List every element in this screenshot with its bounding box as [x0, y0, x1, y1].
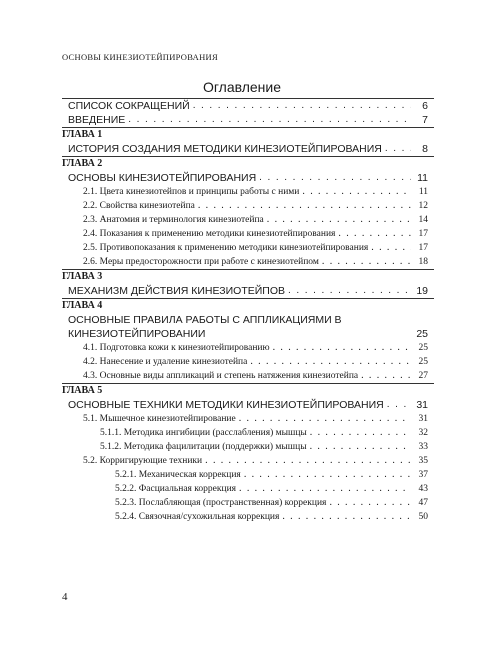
toc-entry-page: 25 [418, 343, 428, 353]
dot-leader [128, 113, 411, 127]
toc-title: Оглавление [202, 79, 282, 95]
toc-entry-page: 19 [416, 285, 428, 297]
toc-entry-title: 2.5. Противопоказания к применению методики кинезиотейпирования [83, 243, 369, 253]
dot-leader [288, 284, 411, 298]
chapter-heading: ГЛАВА 1 [62, 129, 103, 140]
page-number: 4 [62, 591, 68, 603]
dot-leader [267, 213, 411, 227]
toc-entry-page: 37 [418, 470, 428, 480]
toc-entry-page: 11 [417, 172, 428, 184]
toc-entry-page: 31 [416, 399, 428, 411]
toc-entry-title: 2.6. Меры предосторожности при работе с кинезиотейпом [83, 257, 319, 267]
toc-entry-page: 50 [418, 512, 428, 522]
toc-entry[interactable] [62, 142, 428, 156]
chapter-heading: ГЛАВА 3 [62, 271, 103, 282]
chapter-heading: ГЛАВА 5 [62, 385, 103, 396]
toc-entry[interactable] [62, 440, 428, 454]
toc-entry-page: 31 [418, 414, 428, 424]
toc-entry[interactable] [62, 482, 428, 496]
running-head: ОСНОВЫ КИНЕЗИОТЕЙПИРОВАНИЯ [62, 52, 218, 62]
toc-entry[interactable] [62, 454, 428, 468]
dot-leader [387, 398, 411, 412]
toc-entry-title: ОСНОВНЫЕ ТЕХНИКИ МЕТОДИКИ КИНЕЗИОТЕЙПИРОВАНИЯ [68, 399, 384, 411]
toc-entry-title: МЕХАНИЗМ ДЕЙСТВИЯ КИНЕЗИОТЕЙПОВ [68, 285, 286, 297]
toc-entry[interactable] [62, 255, 428, 269]
toc-entry[interactable] [62, 412, 428, 426]
toc-entry-title: ВВЕДЕНИЕ [68, 114, 126, 126]
dot-leader [244, 468, 411, 482]
toc-entry[interactable] [62, 468, 428, 482]
toc-entry-page: 8 [422, 143, 428, 155]
toc-entry-page: 11 [418, 187, 428, 197]
dot-leader [273, 341, 411, 355]
dot-leader [371, 241, 411, 255]
toc-entry-title: СПИСОК СОКРАЩЕНИЙ [68, 100, 190, 112]
dot-leader [239, 482, 411, 496]
toc-entry[interactable] [62, 426, 428, 440]
dot-leader [361, 369, 411, 383]
toc-entry[interactable] [62, 227, 428, 241]
toc-entry-title: 2.3. Анатомия и терминология кинезиотейпа [83, 215, 264, 225]
dot-leader [193, 99, 411, 113]
toc-entry-page: 33 [418, 442, 428, 452]
toc-entry[interactable] [62, 241, 428, 255]
toc-entry-title: 5.2.4. Связочная/сухожильная коррекция [115, 512, 280, 522]
toc-entry-title: 5.2.2. Фасциальная коррекция [115, 484, 237, 494]
dot-leader [205, 454, 411, 468]
dot-leader [329, 496, 411, 510]
toc-entry[interactable] [62, 355, 428, 369]
toc-entry-title: 4.2. Нанесение и удаление кинезиотейпа [83, 357, 248, 367]
toc-entry-page: 25 [416, 328, 428, 340]
toc-entry-page: 43 [418, 484, 428, 494]
toc-entry-page: 25 [418, 357, 428, 367]
toc-entry-title: 5.2.3. Послабляющая (пространственная) коррекция [115, 498, 327, 508]
toc-entry-page: 27 [418, 371, 428, 381]
dot-leader [385, 142, 411, 156]
toc-entry[interactable] [62, 284, 428, 298]
chapter-heading: ГЛАВА 2 [62, 158, 103, 169]
dot-leader [198, 199, 411, 213]
toc-entry-title: 2.1. Цвета кинезиотейпов и принципы работы с ними [83, 187, 300, 197]
toc-entry-title: ИСТОРИЯ СОЗДАНИЯ МЕТОДИКИ КИНЕЗИОТЕЙПИРОВАНИЯ [68, 143, 382, 155]
toc-entry-page: 35 [418, 456, 428, 466]
table-of-contents [62, 98, 434, 524]
toc-entry[interactable] [62, 496, 428, 510]
toc-entry-title: 5.2. Корригирующие техники [83, 456, 203, 466]
toc-entry[interactable] [62, 185, 428, 199]
dot-leader [310, 440, 411, 454]
toc-entry-title: ОСНОВЫ КИНЕЗИОТЕЙПИРОВАНИЯ [68, 172, 257, 184]
dot-leader [239, 412, 411, 426]
toc-entry[interactable] [62, 341, 428, 355]
toc-entry-title: 5.2.1. Механическая коррекция [115, 470, 241, 480]
toc-entry-page: 17 [418, 229, 428, 239]
toc-entry-title: 5.1.2. Методика фацилитации (поддержки) мышцы [100, 442, 307, 452]
toc-entry-page: 14 [418, 215, 428, 225]
chapter-heading: ГЛАВА 4 [62, 300, 103, 311]
toc-entry-page: 12 [418, 201, 428, 211]
toc-entry[interactable] [62, 213, 428, 227]
toc-entry-page: 32 [418, 428, 428, 438]
toc-entry[interactable] [62, 398, 428, 412]
toc-entry[interactable] [62, 99, 428, 113]
dot-leader [338, 227, 411, 241]
dot-leader [259, 171, 411, 185]
toc-entry-page: 6 [422, 100, 428, 112]
toc-entry-page: 18 [418, 257, 428, 267]
toc-entry-title: ОСНОВНЫЕ ПРАВИЛА РАБОТЫ С АППЛИКАЦИЯМИ В КИНЕЗИОТЕЙПИРОВАНИИ [68, 314, 342, 340]
toc-entry-title: 5.1. Мышечное кинезиотейпирование [83, 414, 236, 424]
toc-entry-title: 5.1.1. Методика ингибиции (расслабления) мышцы [100, 428, 307, 438]
toc-entry-title: 4.3. Основные виды аппликаций и степень натяжения кинезиотейпа [83, 371, 359, 381]
dot-leader [322, 255, 411, 269]
toc-entry[interactable] [62, 113, 428, 127]
toc-entry[interactable] [62, 171, 428, 185]
toc-entry[interactable] [62, 199, 428, 213]
toc-entry-title: 2.2. Свойства кинезиотейпа [83, 201, 195, 211]
dot-leader [302, 185, 411, 199]
dot-leader [250, 355, 411, 369]
toc-entry[interactable] [62, 510, 428, 524]
dot-leader [310, 426, 411, 440]
toc-entry-title: 4.1. Подготовка кожи к кинезиотейпированию [83, 343, 270, 353]
toc-entry-page: 47 [418, 498, 428, 508]
toc-entry[interactable] [62, 313, 428, 341]
toc-entry-page: 7 [422, 114, 428, 126]
toc-entry[interactable] [62, 369, 428, 383]
toc-entry-page: 17 [418, 243, 428, 253]
toc-entry-title: 2.4. Показания к применению методики кинезиотейпирования [83, 229, 336, 239]
dot-leader [282, 510, 411, 524]
